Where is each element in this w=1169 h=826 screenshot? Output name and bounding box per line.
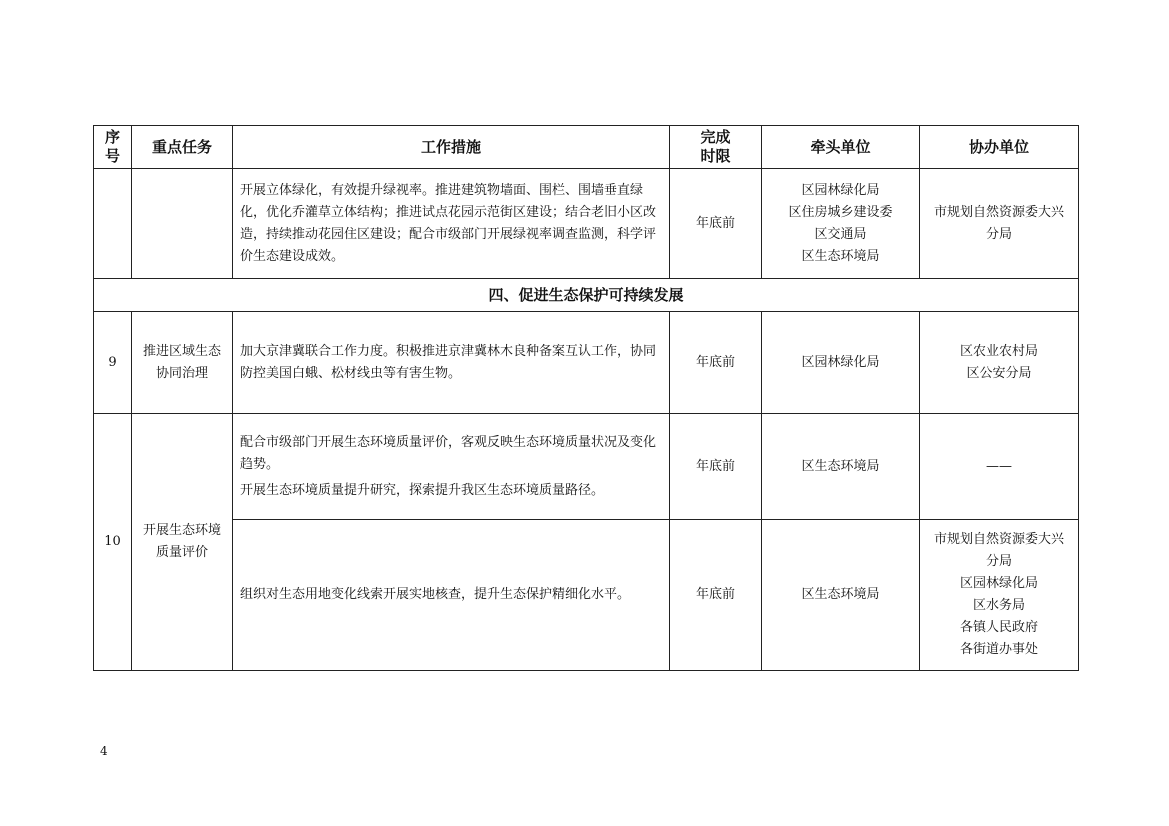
lead-unit: 区生态环境局 bbox=[801, 248, 880, 264]
cell-lead: 区生态环境局 bbox=[762, 414, 920, 520]
header-deadline: 完成时限 bbox=[670, 126, 762, 169]
cell-assist: —— bbox=[920, 414, 1079, 520]
assist-unit: 市规划自然资源委大兴分局 bbox=[933, 532, 1064, 569]
header-measure: 工作措施 bbox=[233, 126, 670, 169]
section-row bbox=[94, 279, 1079, 312]
cell-deadline: 年底前 bbox=[670, 169, 762, 279]
header-assist: 协办单位 bbox=[920, 126, 1079, 169]
section-heading: 四、促进生态保护可持续发展 bbox=[94, 279, 1079, 312]
assist-unit: 各街道办事处 bbox=[959, 642, 1038, 657]
cell-seq bbox=[94, 169, 132, 279]
header-lead: 牵头单位 bbox=[762, 126, 920, 169]
cell-lead bbox=[762, 169, 920, 279]
cell-measure bbox=[233, 414, 670, 520]
cell-seq: 9 bbox=[94, 312, 132, 414]
assist-unit: 各镇人民政府 bbox=[959, 620, 1038, 635]
cell-measure: 开展立体绿化，有效提升绿视率。推进建筑物墙面、围栏、围墙垂直绿化，优化乔灌草立体结构；推进试点花园示范街区建设；结合老旧小区改造，持续推动花园住区建设；配合市级部门开展绿视率调查监测，科学评价生态建设成效。 bbox=[233, 169, 670, 279]
table-row bbox=[94, 414, 1079, 520]
table-row bbox=[94, 169, 1079, 279]
cell-lead: 区园林绿化局 bbox=[762, 312, 920, 414]
cell-deadline: 年底前 bbox=[670, 414, 762, 520]
task-table bbox=[93, 125, 1079, 671]
lead-unit: 区交通局 bbox=[814, 226, 867, 242]
cell-deadline: 年底前 bbox=[670, 520, 762, 671]
cell-task: 推进区域生态协同治理 bbox=[132, 312, 233, 414]
lead-unit: 区住房城乡建设委 bbox=[788, 204, 893, 220]
assist-unit: 区水务局 bbox=[972, 598, 1025, 613]
cell-measure: 组织对生态用地变化线索开展实地核查，提升生态保护精细化水平。 bbox=[233, 520, 670, 671]
table-row bbox=[94, 520, 1079, 671]
assist-unit: 区公安分局 bbox=[966, 365, 1032, 381]
cell-assist bbox=[920, 520, 1079, 671]
cell-measure: 加大京津冀联合工作力度。积极推进京津冀林木良种备案互认工作，协同防控美国白蛾、松材线虫等有害生物。 bbox=[233, 312, 670, 414]
assist-unit: 区园林绿化局 bbox=[959, 576, 1038, 591]
measure-paragraph: 配合市级部门开展生态环境质量评价，客观反映生态环境质量状况及变化趋势。 bbox=[240, 434, 657, 472]
table-row bbox=[94, 312, 1079, 414]
cell-assist bbox=[920, 312, 1079, 414]
cell-task: 开展生态环境质量评价 bbox=[132, 414, 233, 671]
header-seq: 序号 bbox=[94, 126, 132, 169]
cell-task bbox=[132, 169, 233, 279]
cell-seq: 10 bbox=[94, 414, 132, 671]
page-number: 4 bbox=[100, 744, 108, 758]
header-row bbox=[94, 126, 1079, 169]
cell-assist: 市规划自然资源委大兴分局 bbox=[920, 169, 1079, 279]
lead-unit: 区园林绿化局 bbox=[801, 182, 880, 198]
measure-paragraph: 开展生态环境质量提升研究，探索提升我区生态环境质量路径。 bbox=[240, 482, 605, 498]
header-task: 重点任务 bbox=[132, 126, 233, 169]
assist-unit: 区农业农村局 bbox=[959, 343, 1038, 359]
cell-lead: 区生态环境局 bbox=[762, 520, 920, 671]
cell-deadline: 年底前 bbox=[670, 312, 762, 414]
